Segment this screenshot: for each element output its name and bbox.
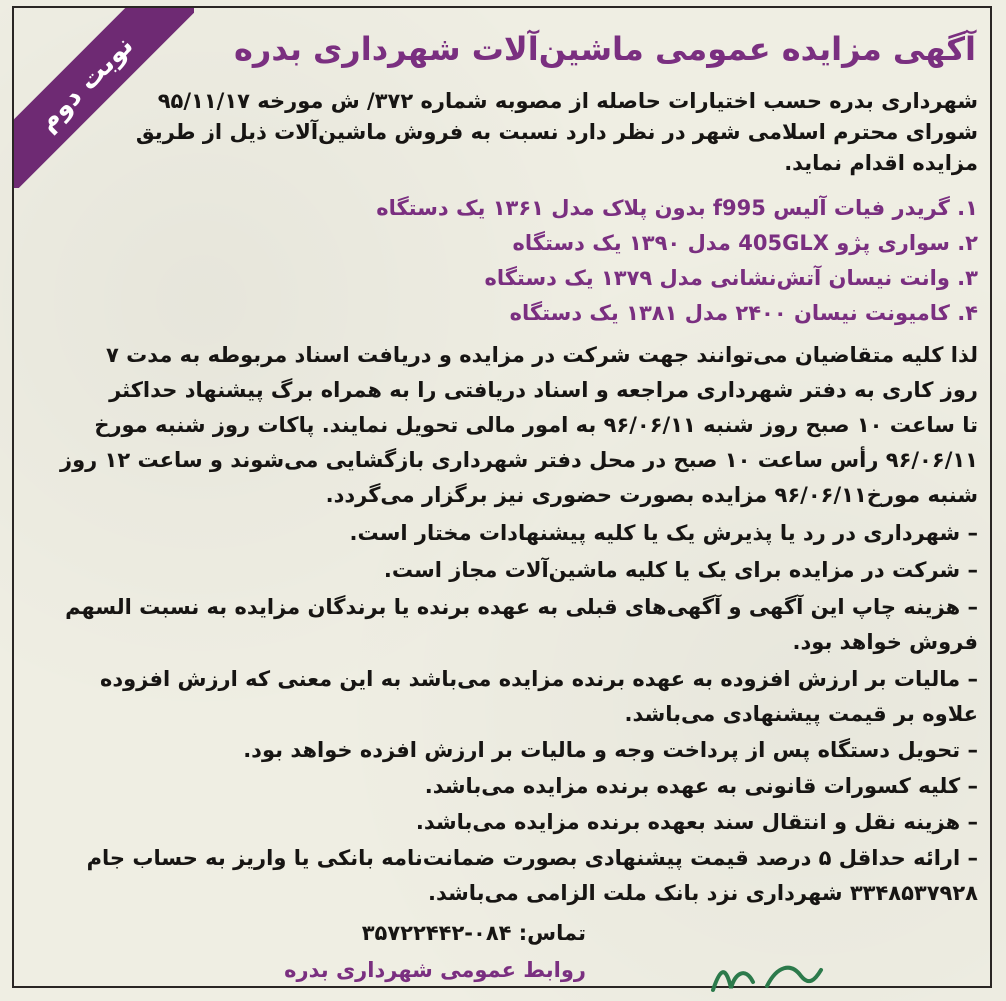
condition-7: – هزینه نقل و انتقال سند بعهده برنده مزایده می‌باشد. bbox=[415, 810, 978, 834]
condition-4: – مالیات بر ارزش افزوده به عهده برنده مزایده می‌باشد به این معنی که ارزش افزوده bbox=[99, 667, 978, 691]
intro-line-3: مزایده اقدام نماید. bbox=[784, 151, 978, 175]
item-2: ۲. سواری پژو 405GLX مدل ۱۳۹۰ یک دستگاه bbox=[512, 231, 978, 255]
intro-line-1: شهرداری بدره حسب اختیارات حاصله از مصوبه شماره ۳۷۲/ ش مورخه ۹۵/۱۱/۱۷ bbox=[157, 89, 978, 113]
condition-4-cont: علاوه بر قیمت پیشنهادی می‌باشد. bbox=[624, 702, 978, 726]
condition-8-cont: ۳۳۴۸۵۳۷۹۲۸ شهرداری نزد بانک ملت الزامی می‌باشد. bbox=[427, 881, 978, 905]
item-1: ۱. گریدر فیات آلیس f995 بدون پلاک مدل ۱۳۶۱ یک دستگاه bbox=[376, 196, 978, 220]
body-line-2: روز کاری به دفتر شهرداری مراجعه و اسناد دریافتی را به همراه برگ پیشنهاد حداکثر bbox=[109, 378, 978, 402]
condition-6: – کلیه کسورات قانونی به عهده برنده مزایده می‌باشد. bbox=[424, 774, 978, 798]
body-line-4: ۹۶/۰۶/۱۱ رأس ساعت ۱۰ صبح در محل دفتر شهرداری بازگشایی می‌شوند و ساعت ۱۲ روز bbox=[59, 448, 978, 472]
condition-1: – شهرداری در رد یا پذیرش یک یا کلیه پیشنهادات مختار است. bbox=[349, 521, 978, 545]
condition-3: – هزینه چاپ این آگهی و آگهی‌های قبلی به عهده برنده یا برندگان مزایده به نسبت السهم bbox=[65, 595, 978, 619]
condition-8: – ارائه حداقل ۵ درصد قیمت پیشنهادی بصورت ضمانت‌نامه بانکی یا واریز به حساب جام bbox=[86, 846, 978, 870]
item-4: ۴. کامیونت نیسان ۲۴۰۰ مدل ۱۳۸۱ یک دستگاه bbox=[509, 301, 978, 325]
ribbon-label: نوبت دوم bbox=[14, 8, 194, 188]
condition-3-cont: فروش خواهد بود. bbox=[792, 630, 978, 654]
contact-phone: تماس: ۰۸۴-۳۵۷۲۲۴۴۲ bbox=[361, 921, 586, 945]
condition-5: – تحویل دستگاه پس از پرداخت وجه و مالیات بر ارزش افزده خواهد بود. bbox=[243, 738, 978, 762]
condition-2: – شرکت در مزایده برای یک یا کلیه ماشین‌آلات مجاز است. bbox=[383, 558, 978, 582]
intro-line-2: شورای محترم اسلامی شهر در نظر دارد نسبت به فروش ماشین‌آلات ذیل از طریق bbox=[135, 120, 978, 144]
handwritten-mark-icon bbox=[705, 952, 825, 997]
edge-fragment bbox=[0, 900, 12, 990]
ad-title: آگهی مزایده عمومی ماشین‌آلات شهرداری بدره bbox=[234, 30, 976, 68]
item-3: ۳. وانت نیسان آتش‌نشانی مدل ۱۳۷۹ یک دستگاه bbox=[484, 266, 978, 290]
signature: روابط عمومی شهرداری بدره bbox=[284, 958, 586, 982]
body-line-1: لذا کلیه متقاضیان می‌توانند جهت شرکت در مزایده و دریافت اسناد مربوطه به مدت ۷ bbox=[106, 343, 978, 367]
body-line-3: تا ساعت ۱۰ صبح روز شنبه ۹۶/۰۶/۱۱ به امور مالی تحویل نمایند. پاکات روز شنبه مورخ bbox=[94, 413, 978, 437]
body-line-5: شنبه مورخ۹۶/۰۶/۱۱ مزایده بصورت حضوری نیز برگزار می‌گردد. bbox=[325, 483, 978, 507]
